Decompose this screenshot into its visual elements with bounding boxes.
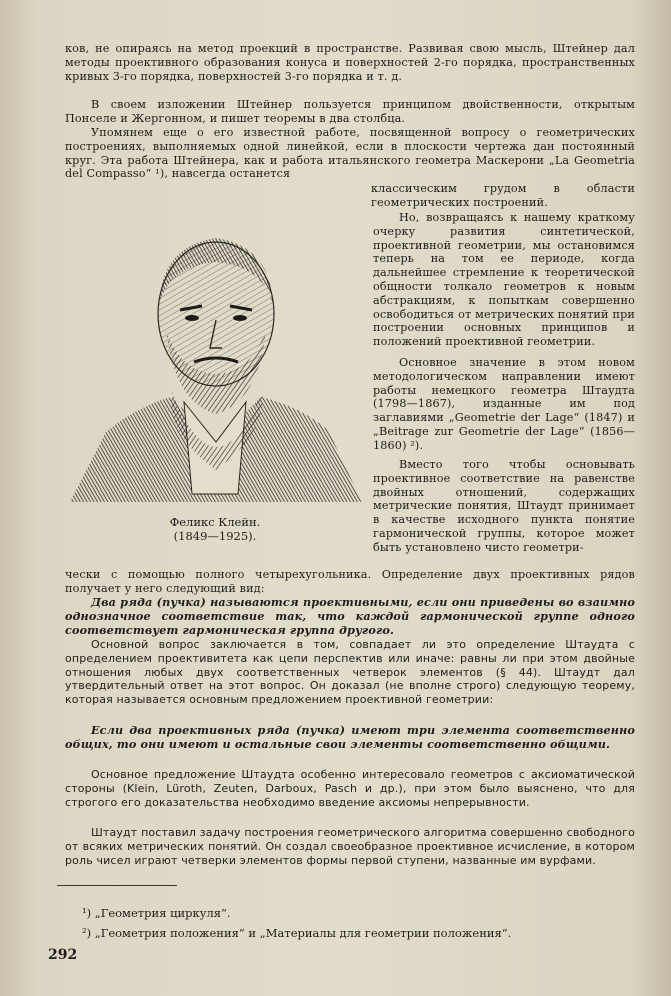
paragraph-3: Упомянем еще о его известной работе, посвященной вопросу о геометрических построениях, выполняемых одной линейкой, если в плоскости чертежа дан постоянный круг. Эта работа Штейнера, как и работа итальянского геометра Маскерони „La Geometria del Compasso“ ¹), навсегда останется	[65, 126, 635, 181]
paragraph-7: Основной вопрос заключается в том, совпадает ли это определение Штаудта с определением проективитета как цепи перспектив или иначе: равны ли при этом двойные отношения любых двух соответственных четверок элементов (§ 44). Штаудт дал утвердительный ответ на этот вопрос. Он доказал (не вполне строго) следующую теорему, которая называется основным предложением проективной геометрии:	[65, 638, 635, 707]
paragraph-9: Штаудт поставил задачу построения геометрического алгоритма совершенно свободного от всяких метрических понятий. Он создал своеобразное проективное исчисление, в котором роль чисел играют четверки элементов формы первой ступени, названные им вурфами.	[65, 826, 635, 867]
footnote-divider	[57, 885, 177, 886]
paragraph-5: Основное значение в этом новом методологическом направлении имеют работы немецкого геометра Штаудта (1798—1867), изданные им под заглавиями „Geometrie der Lage“ (1847) и „Beitrage zur Geometrie der Lage“ (1856—1860) ²).	[373, 356, 635, 452]
paragraph-6-continued: чески с помощью полного четырехугольника. Определение двух проективных рядов получает у него следующий вид:	[65, 568, 635, 595]
footnote-2: ²) „Геометрия положения“ и „Материалы для геометрии положения“.	[82, 926, 512, 940]
paragraph-6: Вместо того чтобы основывать проективное соответствие на равенстве двойных отношений, содержащих метрические понятия, Штаудт принимает в качестве исходного пункта понятие гармонической группы, которое может быть установлено чисто геометри-	[373, 458, 635, 554]
footnote-1: ¹) „Геометрия циркуля“.	[82, 906, 231, 920]
paragraph-4: Но, возвращаясь к нашему краткому очерку развития синтетической, проективной геометрии, мы остановимся теперь на том ее периоде, когда дальнейшее стремление к теоретической общности толкало геометров к новым абстракциям, к попыткам совершенно освободиться от метрических понятий при построении основных принципов и положений проективной геометрии.	[373, 211, 635, 349]
definition-main-theorem: Если два проективных ряда (пучка) имеют три элемента соответственно общих, то они имеют и остальные свои элементы соответственно общими.	[65, 723, 635, 751]
page-number: 292	[48, 947, 78, 963]
portrait-caption	[140, 515, 290, 543]
paragraph-8: Основное предложение Штаудта особенно интересовало геометров с аксиоматической стороны (Klein, Lüroth, Zeuten, Darboux, Pasch и др.), при этом было выяснено, что для строгого его доказательства необходимо введение аксиомы непрерывности.	[65, 768, 635, 809]
caption-years: (1849—1925).	[173, 529, 257, 543]
caption-name: Феликс Клейн.	[169, 515, 261, 529]
paragraph-1: ков, не опираясь на метод проекций в пространстве. Развивая свою мысль, Штейнер дал методы проективного образования конуса и поверхностей 2-го порядка, пространственных кривых 3-го порядка, поверхностей 3-го порядка и т. д.	[65, 42, 635, 83]
paragraph-2: В своем изложении Штейнер пользуется принципом двойственности, открытым Понселе и Жергонном, и пишет теоремы в два столбца.	[65, 98, 635, 125]
paragraph-3-continued: классическим грудом в области геометрических построений.	[371, 182, 635, 209]
portrait-felix-klein	[66, 202, 364, 508]
definition-projective-rows: Два ряда (пучка) называются проективными, если они приведены во взаимно однозначное соответствие так, что каждой гармонической группе одного соответствует гармоническая группа другого.	[65, 595, 635, 637]
